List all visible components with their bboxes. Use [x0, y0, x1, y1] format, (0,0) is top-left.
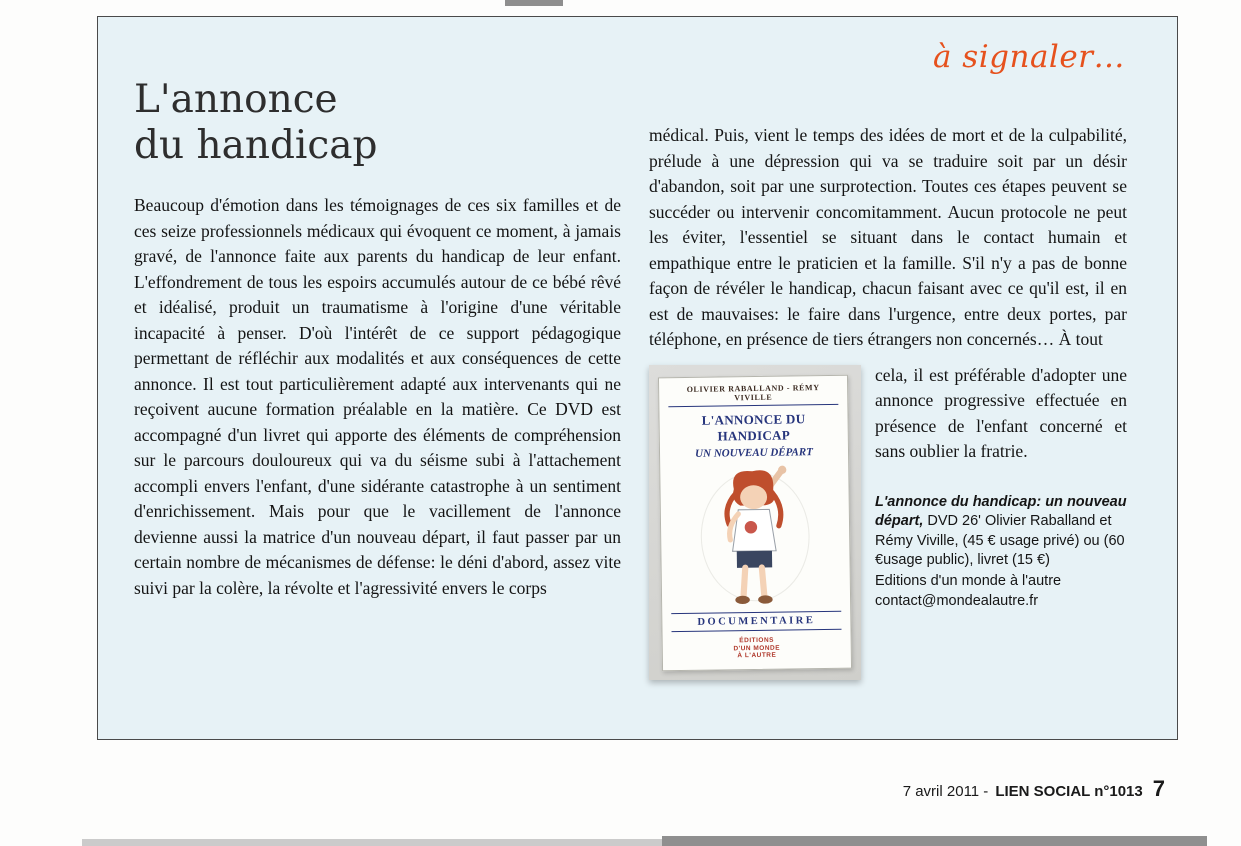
dvd-cover — [658, 374, 852, 670]
dvd-subtitle: UN NOUVEAU DÉPART — [695, 445, 813, 460]
scan-artifact-bottom-left — [82, 839, 662, 846]
article-title — [134, 77, 621, 169]
dvd-publisher-line1: ÉDITIONS — [739, 636, 775, 644]
article-right-column — [649, 71, 1127, 684]
dvd-cover-photo — [649, 365, 861, 681]
article-title-line2: du handicap — [134, 123, 378, 168]
article-title-line1: L'annonce — [134, 77, 338, 122]
article-body-right-part2: cela, il est préférable d'adopter une annonce progressive effectuée en présence de l'enfant concerné et sans oublier la fratrie. — [875, 364, 1127, 461]
article-columns — [134, 71, 1127, 684]
footer-date: 7 avril 2011 - — [902, 783, 989, 800]
caption-body: DVD 26' Olivier Raballand et Rémy Viville, (45 € usage privé) ou (60 €usage public), livret (15 €) — [875, 513, 1125, 568]
child-drawing-icon — [689, 462, 821, 609]
footer-journal-name: LIEN SOCIAL n°1013 — [995, 783, 1143, 800]
reference-caption — [875, 493, 1127, 612]
dvd-publisher-line3: À L'AUTRE — [737, 651, 777, 659]
caption-paragraph — [875, 493, 1127, 571]
caption-publisher: Editions d'un monde à l'autre — [875, 572, 1062, 589]
scan-artifact-top — [505, 0, 563, 6]
page-number: 7 — [1152, 776, 1165, 801]
article-body-right-part1: médical. Puis, vient le temps des idées de mort et de la culpabilité, prélude à une dépression qui va se traduire soit par un désir d'abandon, soit par une surprotection. Toutes ces étapes peuvent se succéder ou intervenir concomitamment. Aucun protocole ne peut les éviter, l'essentiel se situant dans le contact humain et empathique entre le praticien et la famille. S'il n'y a pas de bonne façon de révéler le handicap, chacun faisant avec ce qu'il est, il en est de mauvaises: le faire dans l'urgence, entre deux portes, par téléphone, en présence de tiers étrangers non concernés… À tout — [649, 125, 1127, 349]
caption-lead: L'annonce du handicap: un nouveau départ, — [875, 493, 1127, 529]
magazine-page-panel — [97, 16, 1178, 740]
article-body-left: Beaucoup d'émotion dans les témoignages de ces six familles et de ces seize professionnels médicaux qui évoquent ce moment, à jamais gravé, de l'annonce faite aux parents du handicap de leur enfant. L'effondrement de tous les espoirs accumulés autour de ce bébé rêvé et idéalisé, produit un traumatisme à l'origine d'une véritable incapacité à penser. D'où l'intérêt de ce support pédagogique permettant de réfléchir aux modalités et aux conséquences de cette annonce. Il est tout particulièrement adapté aux intervenants qui ne reçoivent aucune formation préalable en la matière. Ce DVD est accompagné d'un livret qui apporte des éléments de compréhension sur le parcours douloureux qui va du séisme subi à l'attachement accompli envers l'enfant, d'une sidérante catastrophe à un sentiment d'enrichissement. Mais pour que le vacillement de l'annonce devienne aussi la matrice d'un nouveau départ, il faut passer par un certain nombre de mécanismes de défense: le déni d'abord, assez vite suivi par la colère, la révolte et l'agressivité envers le corps — [134, 195, 621, 598]
dvd-cover-illustration — [669, 460, 841, 610]
image-text-wrap-zone — [649, 363, 1127, 685]
dvd-publisher-line2: D'UN MONDE — [733, 643, 781, 652]
section-label: à signaler… — [932, 39, 1125, 75]
article-left-column — [134, 71, 621, 684]
dvd-authors: OLIVIER RABALLAND - RÉMY VIVILLE — [668, 382, 838, 406]
page-footer — [903, 776, 1165, 802]
dvd-publisher-logo — [672, 635, 842, 660]
scan-artifact-bottom-right — [662, 836, 1207, 846]
dvd-title: L'ANNONCE DU HANDICAP — [701, 410, 806, 444]
dvd-genre-band: DOCUMENTAIRE — [671, 610, 841, 631]
caption-contact-email: contact@mondealautre.fr — [875, 593, 1039, 609]
